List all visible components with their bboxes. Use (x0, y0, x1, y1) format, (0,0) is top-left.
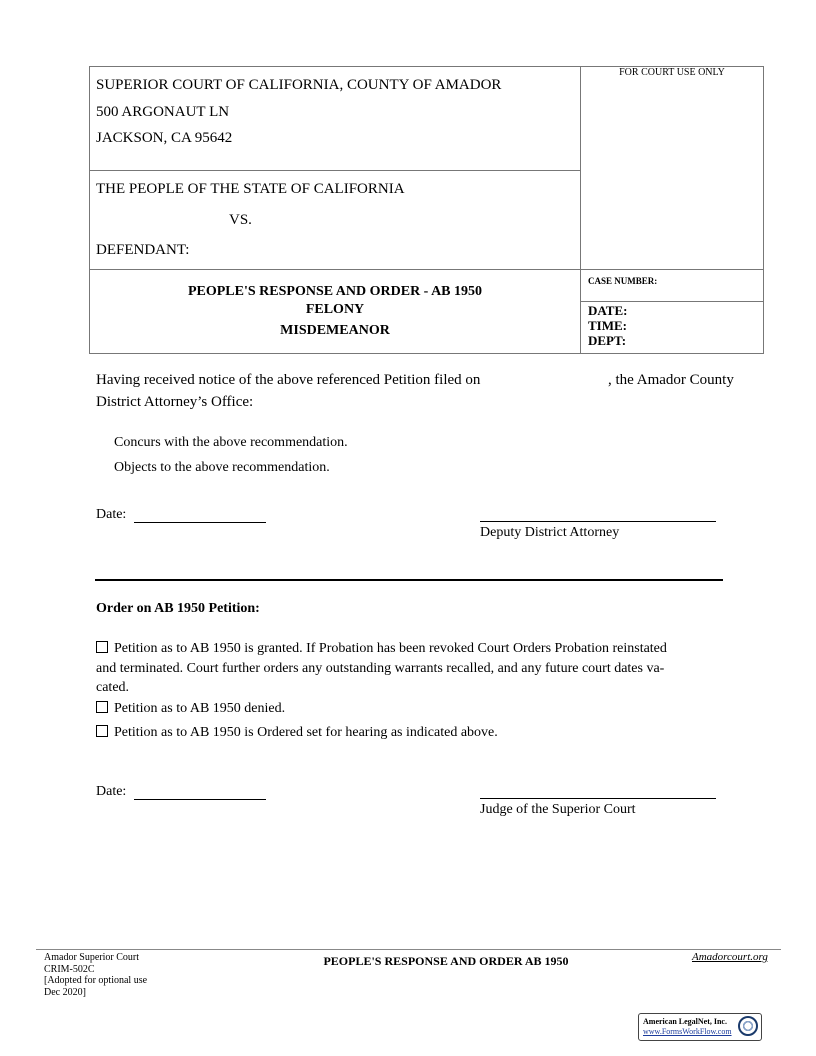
footer-adopted-date: Dec 2020] (44, 986, 86, 998)
order-heading: Order on AB 1950 Petition: (96, 601, 260, 616)
concurs-label: Concurs with the above recommendation. (114, 435, 348, 450)
response-intro-line2: District Attorney’s Office: (96, 394, 254, 410)
vendor-badge[interactable] (638, 1013, 762, 1041)
order-date-field[interactable] (134, 785, 266, 800)
court-use-label: FOR COURT USE ONLY (619, 67, 725, 78)
denied-text: Petition as to AB 1950 denied. (114, 701, 286, 716)
deputy-da-signature-line[interactable] (480, 521, 716, 522)
dept-label: DEPT: (588, 333, 627, 348)
defendant-label: DEFENDANT: (96, 242, 190, 258)
order-option-hearing (96, 725, 498, 741)
granted-checkbox[interactable] (96, 641, 108, 653)
granted-text-line1: Petition as to AB 1950 is granted. If Probation has been revoked Court Orders Probation reinstated (114, 641, 667, 656)
footer-title: PEOPLE'S RESPONSE AND ORDER AB 1950 (323, 954, 569, 968)
plaintiff-name: THE PEOPLE OF THE STATE OF CALIFORNIA (96, 181, 405, 197)
judge-title: Judge of the Superior Court (480, 802, 636, 817)
concurs-option[interactable] (114, 435, 348, 451)
hearing-checkbox[interactable] (96, 725, 108, 737)
hearing-text: Petition as to AB 1950 is Ordered set for hearing as indicated above. (114, 725, 498, 740)
petition-filed-date-field[interactable] (516, 372, 604, 390)
case-number-label: CASE NUMBER: (588, 276, 658, 286)
response-intro-part2: , the Amador County (608, 372, 734, 388)
vendor-url: www.FormsWorkFlow.com (643, 1027, 732, 1036)
response-date-row (96, 507, 266, 523)
order-option-granted (96, 639, 716, 698)
court-city: JACKSON, CA 95642 (96, 130, 233, 146)
order-option-denied (96, 701, 285, 717)
judge-signature-line[interactable] (480, 798, 716, 799)
time-label: TIME: (588, 318, 627, 333)
deputy-da-title: Deputy District Attorney (480, 525, 620, 540)
date-label: DATE: (588, 303, 628, 318)
form-title-felony: FELONY (305, 302, 365, 317)
footer-rule (36, 949, 781, 950)
vendor-globe-icon (738, 1016, 758, 1036)
vendor-name: American LegalNet, Inc. (643, 1017, 727, 1026)
denied-checkbox[interactable] (96, 701, 108, 713)
footer-court: Amador Superior Court (44, 952, 139, 963)
response-intro-part1: Having received notice of the above referenced Petition filed on (96, 372, 481, 388)
court-use-box (580, 66, 764, 270)
granted-text-line2: and terminated. Court further orders any outstanding warrants recalled, and any future court dates va- (96, 660, 665, 676)
objects-label: Objects to the above recommendation. (114, 460, 330, 475)
response-date-label: Date: (96, 507, 127, 522)
footer-form-id: CRIM-502C (44, 963, 95, 975)
footer-website[interactable]: Amadorcourt.org (692, 951, 768, 963)
form-title-misdemeanor: MISDEMEANOR (280, 323, 390, 338)
order-date-row (96, 784, 266, 800)
response-date-field[interactable] (134, 508, 266, 523)
order-date-label: Date: (96, 784, 127, 799)
court-street: 500 ARGONAUT LN (96, 104, 230, 120)
footer-adopted: [Adopted for optional use (44, 975, 148, 986)
objects-option[interactable] (114, 460, 330, 476)
versus-label: VS. (229, 212, 252, 228)
section-divider (95, 579, 723, 581)
granted-text-line3: cated. (96, 680, 130, 695)
footer-left (44, 952, 147, 998)
form-title-line1: PEOPLE'S RESPONSE AND ORDER - AB 1950 (187, 284, 483, 299)
court-name: SUPERIOR COURT OF CALIFORNIA, COUNTY OF AMADOR (96, 77, 502, 93)
